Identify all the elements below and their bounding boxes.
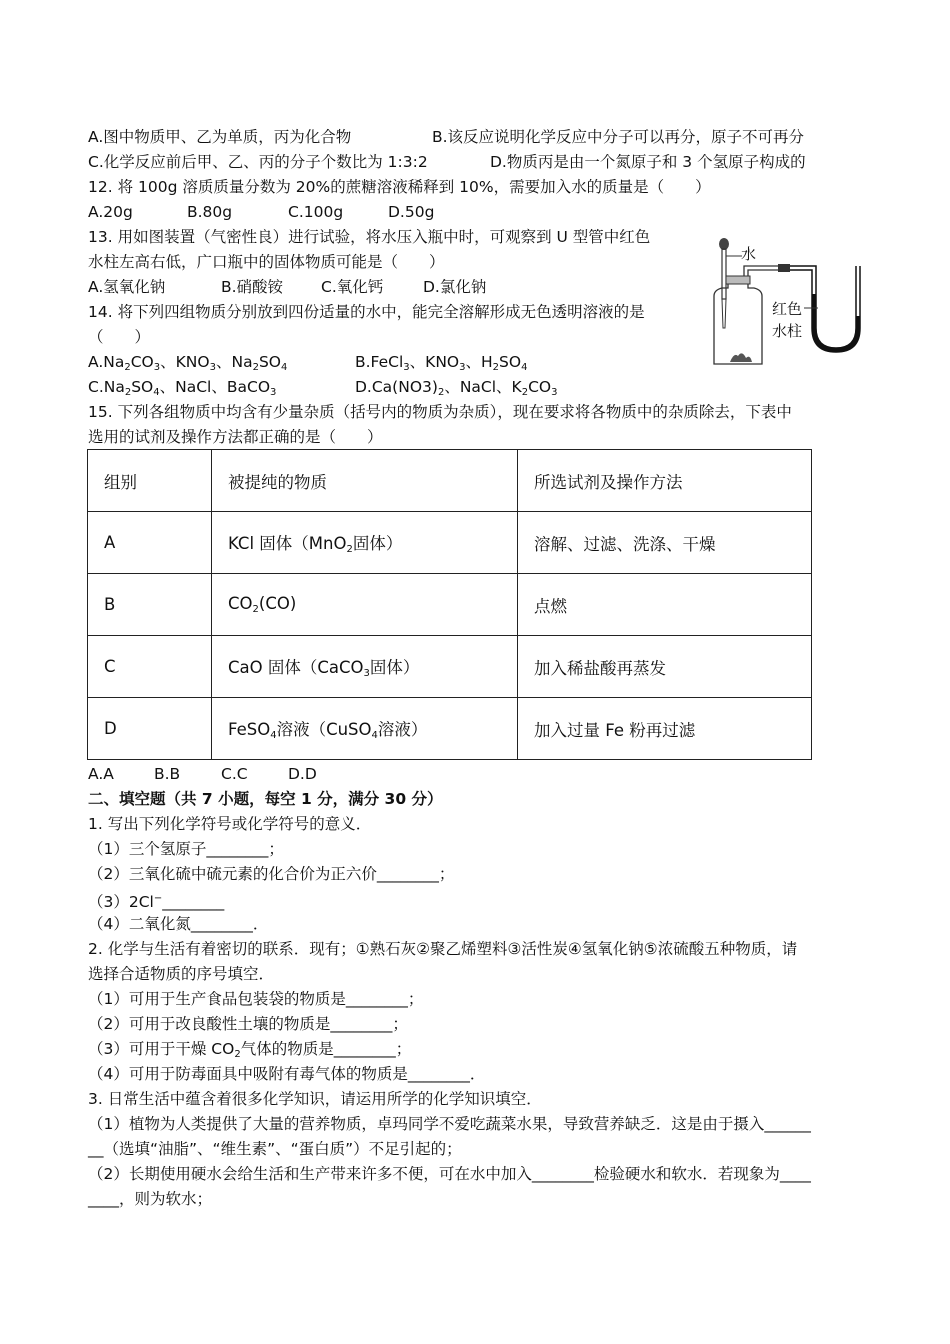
table-header-cell: 所选试剂及操作方法 [518,450,812,512]
table-cell-group: A [88,512,212,574]
f1-item-4: （4）二氧化氮________． [88,915,269,933]
table-cell-substance: CaO 固体（CaCO$_3$固体） [212,636,518,698]
q11-option-c: C.化学反应前后甲、乙、丙的分子个数比为 1:3:2 [88,153,428,171]
table-cell-substance: $CO_2(CO)$ [212,574,518,636]
f3-item-1-line2: __（选填“油脂”、“维生素”、“蛋白质”）不足引起的； [88,1140,462,1158]
apparatus-red-label-2: 水柱 [772,322,803,340]
table-cell-method: 加入稀盐酸再蒸发 [518,636,812,698]
q12-option-c: C.100g [288,203,344,221]
q14-option-b: B.FeCl$_3$、$KNO_3$、$H_2SO_4$ [355,353,528,373]
q11-option-b: B.该反应说明化学反应中分子可以再分，原子不可再分 [432,128,805,146]
q14-stem-line2: （ ） [88,328,151,346]
table-row [88,698,812,760]
table-row [88,636,812,698]
table-row [88,574,812,636]
q15-stem-line2: 选用的试剂及操作方法都正确的是（ ） [88,428,383,446]
q13-option-d: D.氯化钠 [423,278,487,296]
f3-item-1-line1: （1）植物为人类提供了大量的营养物质，卓玛同学不爱吃蔬菜水果，导致营养缺乏．这是由于摄入______ [88,1115,811,1133]
f2-item-3-tail: 气体的物质是________； [240,1040,412,1058]
f3-item-2-line2: ____，则为软水； [88,1190,213,1208]
apparatus-red-label-1: 红色 [772,300,803,318]
f1-stem: 1. 写出下列化学符号或化学符号的意义． [88,815,372,833]
q11-option-d: D.物质丙是由一个氮原子和 3 个氢原子构成的 [490,153,806,171]
f2-item-3: （3）可用于干燥 $CO_2$气体的物质是________； [88,1040,412,1060]
table-header-cell: 被提纯的物质 [212,450,518,512]
q15-option-c: C.C [221,765,248,783]
q15-option-d: D.D [288,765,317,783]
f1-item-3: （3）2Cl−________ [88,893,225,911]
table-cell-group: C [88,636,212,698]
q12-option-a: A.20g [88,203,133,221]
f1-item-3-blank: ________ [162,893,225,911]
q13-option-a: A.氢氧化钠 [88,278,166,296]
q12-stem: 12. 将 100g 溶质质量分数为 20%的蔗糖溶液稀释到 10%，需要加入水的质量是（ ） [88,178,711,196]
q14-option-d: $D.Ca(NO3)_2$、NaCl、$K_2CO_3$ [355,378,558,398]
q14-option-a: $A.Na_2CO_3$、$KNO_3$、$Na_2SO_4$ [88,353,288,373]
f2-item-4: （4）可用于防毒面具中吸附有毒气体的物质是________． [88,1065,486,1083]
f2-stem-line1: 2. 化学与生活有着密切的联系．现有；①熟石灰②聚乙烯塑料③活性炭④氢氧化钠⑤浓硫酸五种物质，请 [88,940,798,958]
table-cell-substance: KCl 固体（MnO$_2$固体） [212,512,518,574]
q13-option-b: B.硝酸铵 [221,278,284,296]
apparatus-figure [708,236,868,375]
f3-item-2-line1: （2）长期使用硬水会给生活和生产带来许多不便，可在水中加入________检验硬水和软水．若现象为____ [88,1165,811,1183]
table-cell-group: D [88,698,212,760]
q14-option-c: $C.Na_2SO_4$、NaCl、BaCO$_3$ [88,378,277,398]
q11-option-a: A.图中物质甲、乙为单质，丙为化合物 [88,128,352,146]
table-cell-method: 加入过量 Fe 粉再过滤 [518,698,812,760]
table-cell-method: 溶解、过滤、洗涤、干燥 [518,512,812,574]
q12-option-b: B.80g [187,203,233,221]
f1-item-2: （2）三氧化硫中硫元素的化合价为正六价________； [88,865,455,883]
q15-option-a: A.A [88,765,114,783]
table-row [88,512,812,574]
q13-stem-line2: 水柱左高右低，广口瓶中的固体物质可能是（ ） [88,253,445,271]
q13-stem-line1: 13. 用如图装置（气密性良）进行试验，将水压入瓶中时，可观察到 U 型管中红色 [88,228,651,246]
q15-stem-line1: 15. 下列各组物质中均含有少量杂质（括号内的物质为杂质），现在要求将各物质中的杂质除去，下表中 [88,403,792,421]
f2-item-2: （2）可用于改良酸性土壤的物质是________； [88,1015,408,1033]
q12-option-d: D.50g [388,203,435,221]
table-cell-method: 点燃 [518,574,812,636]
apparatus-water-label: 水 [741,245,757,263]
f2-item-1: （1）可用于生产食品包装袋的物质是________； [88,990,424,1008]
f2-stem-line2: 选择合适物质的序号填空． [88,965,275,983]
f1-item-1: （1）三个氢原子________； [88,840,284,858]
table-header-cell: 组别 [88,450,212,512]
section-title: 二、填空题（共 7 小题，每空 1 分，满分 30 分） [88,790,443,808]
purification-table [87,449,812,760]
f3-stem: 3. 日常生活中蕴含着很多化学知识，请运用所学的化学知识填空． [88,1090,542,1108]
table-header-row [88,450,812,512]
q13-option-c: C.氧化钙 [321,278,384,296]
q15-option-b: B.B [154,765,181,783]
q14-stem-line1: 14. 将下列四组物质分别放到四份适量的水中，能完全溶解形成无色透明溶液的是 [88,303,645,321]
table-cell-group: B [88,574,212,636]
table-cell-substance: FeSO$_4$溶液（CuSO$_4$溶液） [212,698,518,760]
